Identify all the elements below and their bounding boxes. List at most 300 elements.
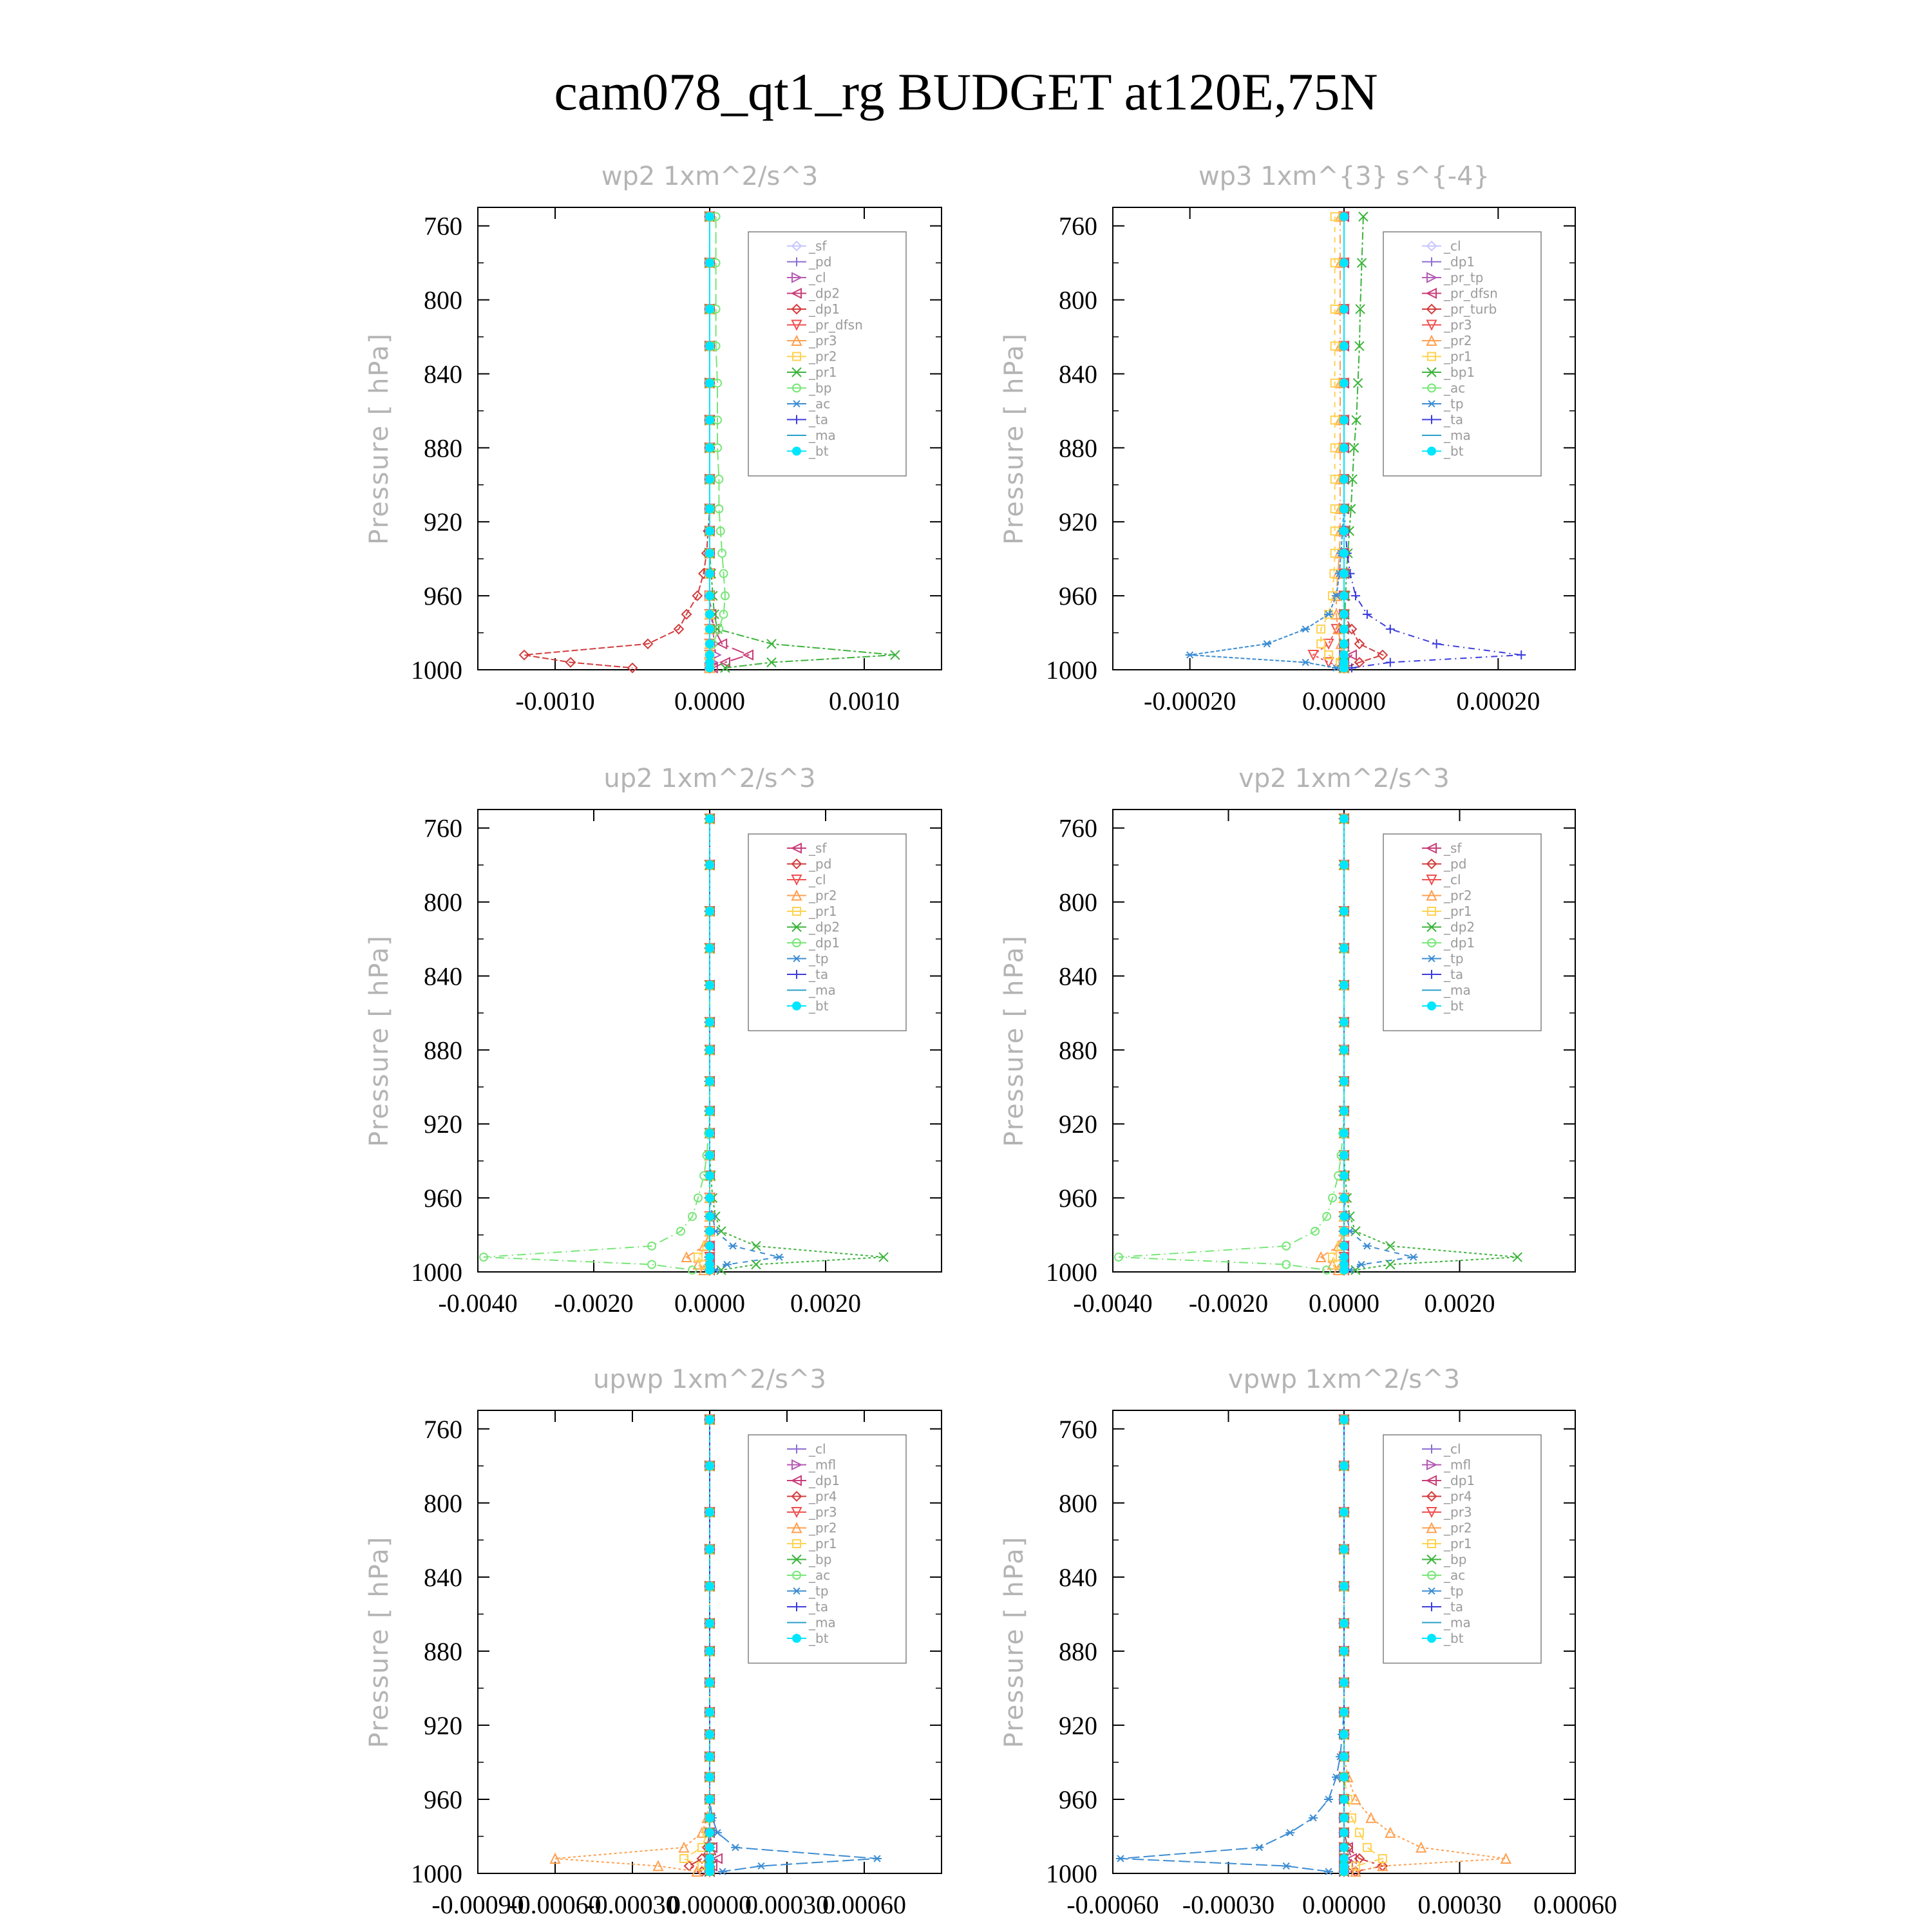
legend-marker [793,448,800,455]
legend-entry: _dp1 [809,935,840,951]
x-tick-label: 0.0000 [674,687,745,715]
data-point [1363,610,1372,619]
panel-5 [365,1365,942,1919]
data-point [1340,1107,1348,1115]
data-point [706,416,714,424]
data-point [1367,1814,1376,1823]
data-point [706,1018,714,1026]
data-point [706,625,714,633]
data-point [706,570,714,578]
y-tick-label: 1000 [411,656,462,685]
x-tick-label: 0.0020 [790,1289,861,1318]
legend-entry: _pd [809,856,832,872]
legend-entry: _pr_tp [1444,270,1484,285]
legend-entry: _cl [1444,1441,1461,1457]
y-tick-label: 840 [1059,1562,1097,1592]
data-point [706,259,714,267]
data-point [1340,1868,1348,1875]
y-tick-label: 760 [1059,813,1097,843]
data-point [1340,1773,1348,1781]
legend-entry: _pr1 [1444,348,1472,365]
data-point [1340,1844,1348,1852]
legend-entry: _pr2 [809,887,837,904]
data-point [1340,342,1348,350]
y-tick-label: 840 [424,961,462,991]
legend-entry: _pr1 [809,365,837,380]
panel-title: up2 1xm^2/s^3 [603,764,816,793]
legend-entry: _ta [1444,1599,1464,1615]
data-point [706,1753,714,1761]
panel-title: wp2 1xm^2/s^3 [601,162,819,191]
legend [748,232,906,476]
legend-entry: _pr2 [809,348,837,365]
data-point [1340,213,1348,220]
panel-title: vpwp 1xm^2/s^3 [1227,1365,1461,1394]
data-point [1340,1266,1348,1274]
series-line-dp1 [484,819,710,1270]
data-point [1340,1172,1348,1180]
legend-entry: _pr1 [809,904,837,919]
series-line-tp [1190,216,1344,668]
data-point [1340,1194,1348,1202]
data-point [706,1077,714,1085]
data-point [706,1253,714,1261]
legend-entry: _bp [809,380,832,396]
data-point [706,379,714,387]
data-point [706,527,714,535]
legend-entry: _dp1 [1444,935,1475,951]
data-point [1340,1253,1348,1261]
data-point [1340,944,1348,952]
x-tick-label: -0.00060 [509,1890,601,1919]
legend-entry: _ac [809,1567,831,1583]
data-point [1340,475,1348,483]
data-point [1340,1709,1348,1716]
data-point [706,1266,714,1274]
data-point [1340,1130,1348,1137]
data-point [1301,659,1310,666]
data-point [706,1172,714,1180]
y-tick-label: 960 [424,582,462,611]
data-point [706,1508,714,1516]
data-point [1340,444,1348,451]
legend-entry: _ma [809,982,836,998]
data-point [1363,1243,1372,1249]
y-tick-label: 1000 [1046,656,1097,685]
legend-entry: _tp [1444,1583,1464,1599]
legend-marker [1428,1002,1435,1010]
data-point [1340,1620,1348,1627]
legend-entry: _dp2 [809,285,840,301]
data-point [1340,570,1348,578]
data-point [706,505,714,513]
data-point [706,1107,714,1115]
y-axis-label: Pressure [ hPa] [365,934,394,1147]
y-tick-label: 960 [1059,1184,1097,1213]
legend-entry: _mfl [1444,1457,1472,1473]
legend-entry: _ma [809,428,836,443]
data-point [1282,1863,1291,1870]
legend-entry: _ma [1444,428,1471,443]
x-tick-label: 0.0010 [829,687,900,715]
legend-entry: _dp1 [1444,1473,1475,1488]
y-tick-label: 760 [424,211,462,241]
y-tick-label: 880 [424,1036,462,1065]
legend-entry: _pr1 [1444,904,1472,919]
data-point [1340,549,1348,557]
legend-entry: _pr2 [1444,887,1472,904]
data-point [706,1814,714,1822]
legend-entry: _pr1 [1444,1536,1472,1551]
x-tick-label: 0.00030 [1417,1890,1502,1919]
legend [748,1435,906,1663]
series-line-dp1 [1119,819,1344,1270]
data-point [752,1260,761,1269]
x-tick-label: 0.00030 [745,1890,829,1919]
legend-entry: _pr1 [809,1536,837,1551]
data-point [1340,981,1348,989]
data-point [1340,527,1348,535]
legend-entry: _pr2 [809,1520,837,1536]
y-tick-label: 920 [1059,1110,1097,1139]
data-point [706,815,714,822]
legend-entry: _pr3 [809,1504,837,1520]
legend-entry: _pr2 [1444,333,1472,348]
data-point [1340,1462,1348,1470]
y-tick-label: 800 [1059,1488,1097,1518]
x-tick-label: -0.00060 [1066,1890,1159,1919]
data-point [1255,1844,1264,1851]
legend-entry: _ta [1444,412,1464,428]
data-point [767,639,776,649]
data-point [1340,1829,1348,1837]
series-line-dp1 [524,216,710,668]
data-point [706,981,714,989]
data-point [706,1620,714,1627]
x-tick-label: 0.00060 [1533,1890,1617,1919]
y-tick-label: 760 [1059,1414,1097,1444]
data-point [1262,641,1271,647]
x-tick-label: 0.00000 [1302,687,1386,715]
y-tick-label: 840 [424,359,462,389]
data-point [706,1151,714,1159]
data-point [1340,1077,1348,1085]
data-point [1340,259,1348,267]
data-point [1340,1227,1348,1235]
legend-marker [793,1634,800,1642]
x-tick-label: -0.0040 [438,1289,518,1318]
data-point [1340,664,1348,672]
data-point [1517,650,1526,659]
legend [1383,232,1541,476]
data-point [1324,1796,1333,1803]
x-tick-label: -0.00030 [586,1890,679,1919]
data-point [706,1227,714,1235]
data-point [1340,305,1348,313]
legend [1383,834,1541,1031]
data-point [706,213,714,220]
legend-entry: _pd [1444,856,1467,872]
legend-entry: _cl [1444,238,1461,254]
data-point [706,861,714,869]
y-tick-label: 920 [1059,1710,1097,1740]
x-tick-label: 0.0020 [1424,1289,1495,1318]
x-tick-label: -0.0020 [554,1289,634,1318]
data-point [1324,639,1333,649]
legend-entry: _ta [809,967,829,982]
legend-entry: _pr_turb [1444,301,1497,317]
data-point [706,305,714,313]
y-tick-label: 760 [1059,211,1097,241]
data-point [1340,379,1348,387]
x-tick-label: -0.00020 [1144,687,1236,715]
legend-entry: _pr_dfsn [1444,285,1498,301]
legend-entry: _bp [809,1551,832,1567]
data-point [1340,1582,1348,1590]
y-tick-label: 880 [424,433,462,463]
data-point [706,549,714,557]
data-point [1340,907,1348,915]
legend-entry: _pr_dfsn [809,317,863,333]
data-point [1340,1730,1348,1738]
panel-4 [999,764,1575,1318]
legend-entry: _dp1 [809,301,840,317]
data-point [1186,652,1195,658]
legend-entry: _cl [809,872,826,887]
data-point [1432,639,1441,649]
legend-entry: _dp2 [1444,919,1475,935]
data-point [1340,611,1348,618]
data-point [1340,815,1348,822]
y-tick-label: 880 [1059,433,1097,463]
legend-entry: _pd [809,254,832,270]
y-tick-label: 960 [1059,1785,1097,1814]
data-point [1386,625,1395,634]
legend-entry: _bt [809,1631,829,1646]
legend-marker [793,1002,800,1010]
x-tick-label: -0.0040 [1073,1289,1153,1318]
x-tick-label: -0.0020 [1188,1289,1269,1318]
y-axis-label: Pressure [ hPa] [999,1535,1029,1748]
data-point [680,1855,688,1862]
legend-entry: _tp [1444,396,1464,412]
data-point [1340,505,1348,513]
x-tick-label: 0.00000 [668,1890,752,1919]
legend-entry: _ac [1444,380,1466,396]
y-tick-label: 760 [424,813,462,843]
data-point [706,907,714,915]
data-point [1340,416,1348,424]
data-point [706,1868,714,1875]
legend-entry: _ta [809,412,829,428]
data-point [1355,639,1364,649]
legend-entry: _mfl [809,1457,837,1473]
legend-entry: _ma [809,1615,836,1631]
data-point [706,444,714,451]
x-tick-label: -0.0010 [515,687,595,715]
data-point [706,475,714,483]
legend-entry: _sf [809,840,827,856]
legend-marker [1428,1634,1435,1642]
y-tick-label: 920 [424,1110,462,1139]
panel-title: vp2 1xm^2/s^3 [1238,764,1450,793]
data-point [1340,651,1348,659]
legend-entry: _dp1 [809,1473,840,1488]
data-point [706,1242,714,1250]
data-point [706,1709,714,1716]
y-tick-label: 840 [1059,961,1097,991]
legend-entry: _ta [809,1599,829,1615]
data-point [1340,1795,1348,1803]
legend-entry: _pr2 [1444,1520,1472,1536]
panel-title: wp3 1xm^{3} s^{-4} [1198,162,1490,191]
data-point [1340,1508,1348,1516]
legend-entry: _bt [1444,998,1464,1014]
data-point [1340,1546,1348,1553]
y-tick-label: 800 [1059,285,1097,315]
data-point [706,1679,714,1687]
y-tick-label: 800 [424,285,462,315]
data-point [706,1773,714,1781]
data-point [1409,1254,1418,1260]
series-line-pr2 [555,1419,710,1871]
legend-entry: _pr4 [809,1488,837,1504]
data-point [706,1829,714,1837]
y-tick-label: 960 [424,1785,462,1814]
y-axis-label: Pressure [ hPa] [365,332,394,545]
y-tick-label: 960 [1059,582,1097,611]
y-tick-label: 800 [424,1488,462,1518]
panel-title: upwp 1xm^2/s^3 [593,1365,826,1394]
x-tick-label: 0.0000 [674,1289,745,1318]
data-point [706,1546,714,1553]
legend-entry: _pr4 [1444,1488,1472,1504]
data-point [1340,1416,1348,1423]
legend-entry: _ac [1444,1567,1466,1583]
data-point [1340,1151,1348,1159]
y-tick-label: 920 [424,507,462,537]
data-point [1340,1814,1348,1822]
legend-entry: _tp [809,1583,829,1599]
figure-title: cam078_qt1_rg BUDGET at120E,75N [554,62,1378,121]
data-point [1340,1679,1348,1687]
legend-entry: _sf [809,238,827,254]
data-point [1340,1046,1348,1054]
data-point [1340,592,1348,600]
panel-2 [999,162,1575,715]
data-point [1351,591,1360,600]
legend-entry: _bt [1444,443,1464,459]
panel-3 [365,764,942,1318]
y-axis-label: Pressure [ hPa] [999,934,1029,1147]
data-point [706,1844,714,1852]
x-tick-label: 0.00020 [1456,687,1540,715]
y-tick-label: 1000 [1046,1258,1097,1287]
y-tick-label: 960 [424,1184,462,1213]
y-axis-label: Pressure [ hPa] [999,332,1029,545]
legend-entry: _bp1 [1444,365,1475,380]
legend-entry: _ac [809,396,831,412]
data-point [706,664,714,672]
data-point [706,1462,714,1470]
data-point [706,1647,714,1655]
legend-marker [1428,448,1435,455]
y-tick-label: 920 [1059,507,1097,537]
y-axis-label: Pressure [ hPa] [365,1535,394,1748]
legend-entry: _bt [1444,1631,1464,1646]
y-tick-label: 880 [1059,1636,1097,1666]
legend-entry: _ma [1444,1615,1471,1631]
data-point [1354,379,1363,388]
data-point [706,1046,714,1054]
legend-entry: _pr3 [809,333,837,348]
data-point [706,1795,714,1803]
legend-entry: _bp [1444,1551,1467,1567]
y-tick-label: 1000 [411,1258,462,1287]
data-point [706,944,714,952]
series-line-tp [1121,1419,1344,1871]
panel-1 [365,162,942,715]
legend-entry: _sf [1444,840,1462,856]
data-point [706,1730,714,1738]
data-point [1340,1753,1348,1761]
y-tick-label: 760 [424,1414,462,1444]
data-point [1340,625,1348,633]
data-point [1340,1855,1348,1862]
y-tick-label: 880 [1059,1036,1097,1065]
data-point [775,1254,784,1260]
x-tick-label: 0.00060 [822,1890,906,1919]
legend-entry: _tp [809,951,829,967]
y-tick-label: 800 [424,887,462,917]
data-point [706,342,714,350]
data-point [728,1243,737,1249]
y-tick-label: 1000 [411,1859,462,1888]
data-point [688,1266,696,1274]
legend-entry: _dp2 [809,919,840,935]
y-tick-label: 1000 [1046,1859,1097,1888]
legend-entry: _pr3 [1444,1504,1472,1520]
legend-entry: _ma [1444,982,1471,998]
data-point [648,1261,656,1269]
legend-entry: _ta [1444,967,1464,982]
y-tick-label: 800 [1059,887,1097,917]
data-point [706,1416,714,1423]
data-point [706,651,714,659]
legend-entry: _dp1 [1444,254,1475,270]
x-tick-label: 0.00000 [1302,1890,1386,1919]
legend-entry: _cl [809,270,826,285]
x-tick-label: -0.00090 [431,1890,524,1919]
data-point [706,1130,714,1137]
legend [1383,1435,1541,1663]
x-tick-label: 0.0000 [1309,1289,1379,1318]
series-line-bp1 [1344,216,1363,668]
data-point [1340,861,1348,869]
y-tick-label: 840 [1059,359,1097,389]
data-point [706,640,714,648]
legend [748,834,906,1031]
y-tick-label: 920 [424,1710,462,1740]
data-point [1340,1018,1348,1026]
x-tick-label: -0.00030 [1182,1890,1275,1919]
data-point [1340,640,1348,648]
legend-entry: _cl [809,1441,826,1457]
data-point [706,592,714,600]
data-point [706,1582,714,1590]
legend-entry: _bt [809,443,829,459]
data-point [1340,1242,1348,1250]
